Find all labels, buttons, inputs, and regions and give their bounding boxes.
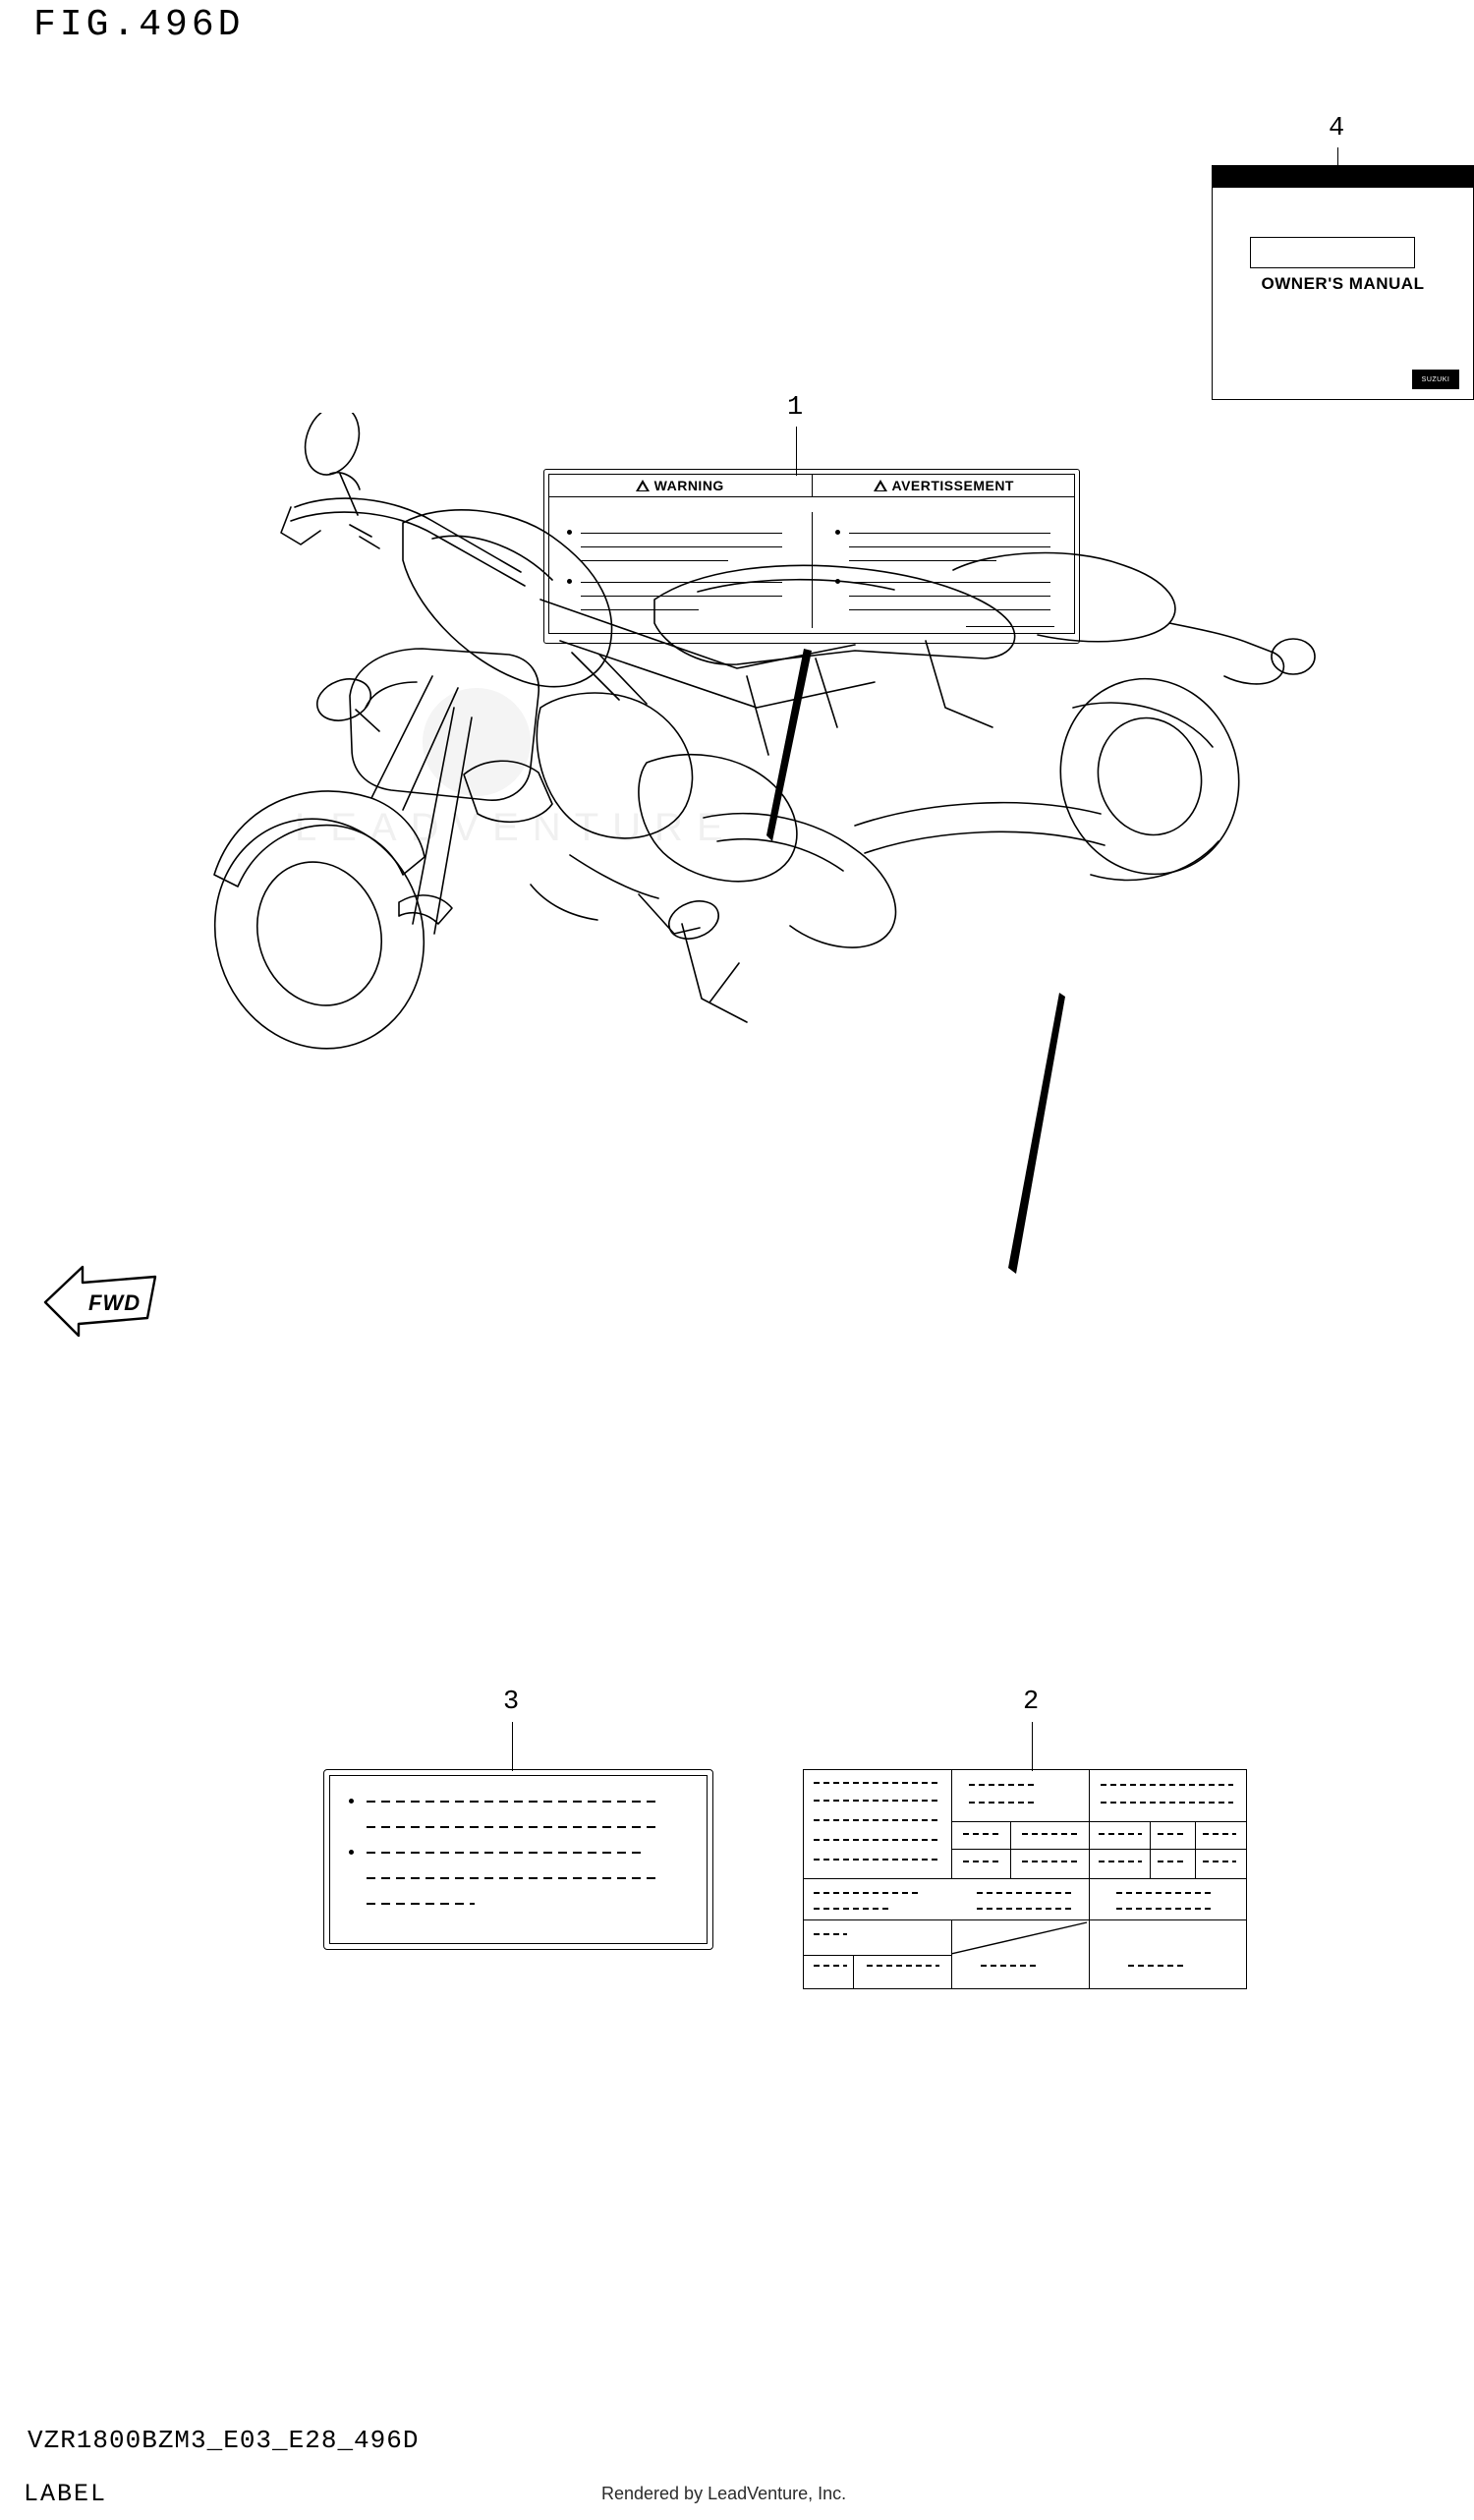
warning-heading-left-text: WARNING bbox=[653, 477, 724, 493]
footer-part-code: VZR1800BZM3_E03_E28_496D bbox=[28, 2426, 420, 2455]
callout-1: 1 bbox=[787, 393, 804, 423]
manual-top-bar bbox=[1213, 166, 1473, 188]
info-label-bullet bbox=[349, 1799, 354, 1804]
spec-dash-line bbox=[814, 1819, 941, 1821]
spec-dash-line bbox=[814, 1800, 941, 1802]
info-label-dash-line bbox=[367, 1826, 656, 1828]
suzuki-logo-icon bbox=[1412, 370, 1459, 389]
spec-col-div bbox=[1089, 1770, 1090, 1988]
callout-2: 2 bbox=[1023, 1688, 1040, 1717]
watermark-text: LEADVENTURE bbox=[295, 806, 737, 849]
pointer-wedge-to-spec-label bbox=[1002, 993, 1071, 1278]
part-info-label[interactable] bbox=[323, 1769, 713, 1950]
spec-dash-line bbox=[1158, 1833, 1187, 1835]
spec-dash-line bbox=[814, 1933, 847, 1935]
spec-dash-line bbox=[867, 1965, 939, 1967]
info-label-dash-line bbox=[367, 1801, 656, 1803]
part-owners-manual[interactable] bbox=[1212, 165, 1474, 400]
spec-dash-line bbox=[1203, 1861, 1236, 1862]
spec-dash-line bbox=[977, 1892, 1075, 1894]
spec-dash-line bbox=[1128, 1965, 1187, 1967]
spec-dash-line bbox=[814, 1908, 892, 1910]
spec-dash-line bbox=[981, 1965, 1040, 1967]
warning-heading-right-text: AVERTISSEMENT bbox=[891, 477, 1014, 493]
spec-dash-line bbox=[814, 1892, 922, 1894]
info-label-bullet bbox=[349, 1850, 354, 1855]
part-spec-label[interactable] bbox=[803, 1769, 1247, 1989]
manual-blank-box bbox=[1250, 237, 1415, 268]
spec-dash-line bbox=[963, 1861, 1002, 1862]
suzuki-logo-text: SUZUKI bbox=[1421, 375, 1450, 383]
spec-dash-line bbox=[1158, 1861, 1187, 1862]
footer-section-label: LABEL bbox=[24, 2480, 108, 2508]
spec-col-div bbox=[853, 1955, 854, 1988]
spec-dash-line bbox=[1099, 1861, 1142, 1862]
spec-dash-line bbox=[1099, 1833, 1142, 1835]
direction-marker bbox=[43, 1263, 161, 1337]
manual-title-text: OWNER'S MANUAL bbox=[1261, 274, 1425, 293]
fwd-label: FWD bbox=[88, 1290, 142, 1315]
spec-diagonal-mark bbox=[951, 1920, 1089, 1956]
spec-dash-line bbox=[977, 1908, 1075, 1910]
callout-3-leader bbox=[512, 1722, 513, 1771]
spec-dash-line bbox=[814, 1859, 941, 1861]
spec-dash-line bbox=[1101, 1784, 1233, 1786]
spec-row-div bbox=[804, 1878, 1246, 1879]
callout-3: 3 bbox=[503, 1688, 520, 1717]
spec-dash-line bbox=[1116, 1908, 1215, 1910]
info-label-dash-line bbox=[367, 1877, 656, 1879]
spec-row-div bbox=[951, 1849, 1246, 1850]
callout-2-leader bbox=[1032, 1722, 1033, 1771]
spec-dash-line bbox=[1022, 1833, 1077, 1835]
spec-col-div bbox=[1010, 1821, 1011, 1878]
spec-col-div bbox=[1195, 1821, 1196, 1878]
spec-dash-line bbox=[1203, 1833, 1236, 1835]
callout-4: 4 bbox=[1329, 114, 1345, 143]
spec-dash-line bbox=[814, 1965, 847, 1967]
spec-row-div bbox=[951, 1821, 1246, 1822]
footer-credit: Rendered by LeadVenture, Inc. bbox=[601, 2484, 847, 2503]
spec-row-div bbox=[804, 1955, 951, 1956]
spec-dash-line bbox=[1101, 1802, 1233, 1804]
spec-dash-line bbox=[1022, 1861, 1077, 1862]
figure-title: FIG.496D bbox=[33, 4, 245, 46]
info-label-dash-line bbox=[367, 1852, 642, 1854]
spec-dash-line bbox=[1116, 1892, 1215, 1894]
motorcycle-illustration bbox=[108, 413, 1395, 1081]
spec-col-div bbox=[1150, 1821, 1151, 1878]
pointer-wedge-to-warning-label bbox=[757, 649, 816, 845]
spec-dash-line bbox=[969, 1802, 1038, 1804]
info-label-dash-line bbox=[367, 1903, 475, 1905]
spec-dash-line bbox=[814, 1782, 941, 1784]
spec-col-div bbox=[951, 1770, 952, 1878]
spec-dash-line bbox=[969, 1784, 1038, 1786]
spec-dash-line bbox=[814, 1839, 941, 1841]
spec-dash-line bbox=[963, 1833, 1002, 1835]
